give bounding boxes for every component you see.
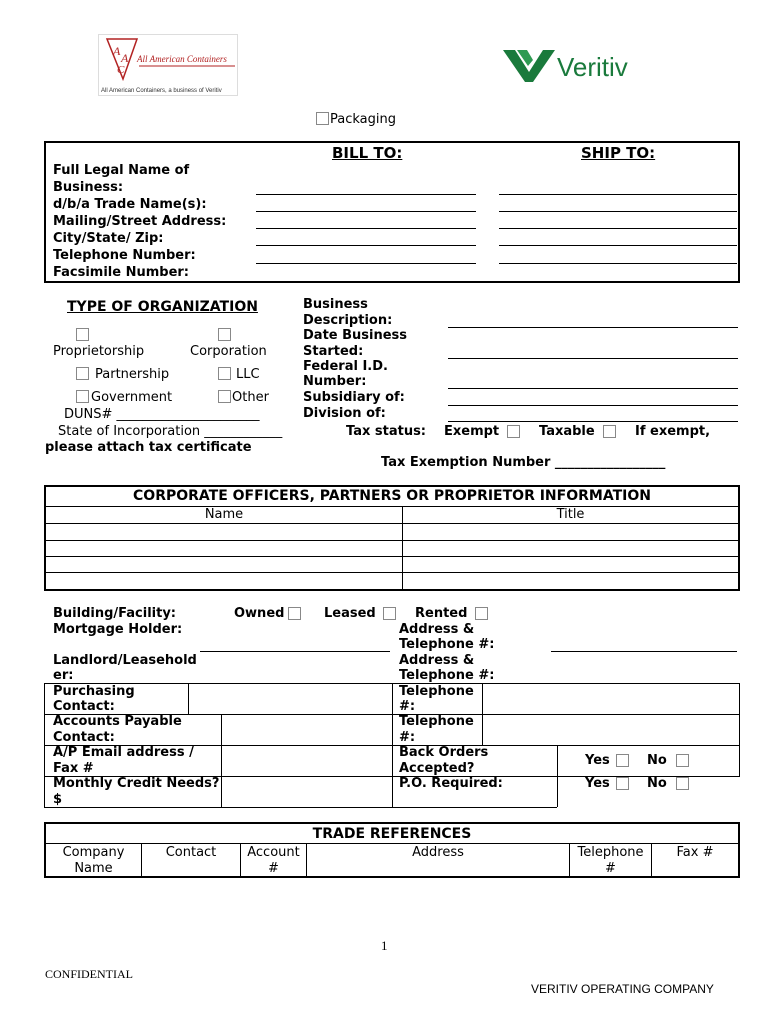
business-label: Business: <box>53 180 124 195</box>
trade-account-header: Account <box>247 845 300 860</box>
back-orders-yes-label: Yes <box>585 753 610 768</box>
contact-grid-line <box>739 683 740 776</box>
corporation-checkbox[interactable] <box>218 328 231 341</box>
bill-to-field[interactable] <box>256 228 476 229</box>
officer-title-cell[interactable] <box>404 524 738 539</box>
mortgage-holder-field[interactable] <box>200 651 390 652</box>
veritiv-chevron-icon <box>503 48 561 82</box>
packaging-label: Packaging <box>330 112 396 127</box>
accounts-payable-field[interactable] <box>223 716 390 744</box>
trade-telephone-header: Telephone <box>577 845 644 860</box>
landlord-label: Landlord/Leasehold <box>53 653 197 668</box>
proprietorship-label: Proprietorship <box>53 344 145 359</box>
officer-name-cell[interactable] <box>46 573 401 589</box>
monthly-credit-label: Monthly Credit Needs? <box>53 776 220 791</box>
exempt-checkbox[interactable] <box>507 425 520 438</box>
contact-grid-line <box>44 683 45 807</box>
federal-id-field[interactable] <box>448 388 738 389</box>
accounts-payable-label: Accounts Payable <box>53 714 182 729</box>
officer-name-cell[interactable] <box>46 557 401 572</box>
owned-label: Owned <box>234 606 285 621</box>
facsimile-label: Facsimile Number: <box>53 265 190 280</box>
svg-text:C: C <box>117 64 125 76</box>
telephone-label: Telephone Number: <box>53 248 196 263</box>
officers-name-header: Name <box>204 507 244 522</box>
po-required-no-checkbox[interactable] <box>676 777 689 790</box>
purchasing-contact-label: Purchasing <box>53 684 135 699</box>
landlord-label-2: er: <box>53 668 74 683</box>
back-orders-yes-checkbox[interactable] <box>616 754 629 767</box>
proprietorship-checkbox[interactable] <box>76 328 89 341</box>
ap-telephone-label-2: #: <box>399 730 416 745</box>
government-label: Government <box>91 390 173 405</box>
mortgage-address-field[interactable] <box>551 651 737 652</box>
contact-grid-line <box>188 683 189 714</box>
officers-column-divider <box>402 506 403 590</box>
ship-to-field[interactable] <box>499 194 737 195</box>
ship-to-field[interactable] <box>499 228 737 229</box>
date-business-label: Date Business <box>303 328 408 343</box>
rented-checkbox[interactable] <box>475 607 488 620</box>
state-incorporation-field[interactable]: State of Incorporation ____________ <box>58 424 283 439</box>
confidential-label: CONFIDENTIAL <box>45 967 133 981</box>
mortgage-holder-label: Mortgage Holder: <box>53 622 183 637</box>
purchasing-telephone-label: Telephone <box>399 684 474 699</box>
dba-label: d/b/a Trade Name(s): <box>53 197 207 212</box>
po-required-no-label: No <box>647 776 667 791</box>
trade-contact-header: Contact <box>165 845 217 860</box>
business-description-field[interactable] <box>448 327 738 328</box>
bill-to-field[interactable] <box>256 211 476 212</box>
purchasing-contact-field[interactable] <box>190 685 390 713</box>
veritiv-logo <box>503 46 653 86</box>
owned-checkbox[interactable] <box>288 607 301 620</box>
llc-label: LLC <box>236 367 260 382</box>
contact-grid-line <box>44 807 557 808</box>
officer-title-cell[interactable] <box>404 573 738 589</box>
leased-checkbox[interactable] <box>383 607 396 620</box>
officer-title-cell[interactable] <box>404 557 738 572</box>
back-orders-no-label: No <box>647 753 667 768</box>
rented-label: Rented <box>415 606 468 621</box>
business-description-label: Business <box>303 297 368 312</box>
bill-to-field[interactable] <box>256 245 476 246</box>
trade-company-header: Company <box>62 845 125 860</box>
monthly-credit-dollar: $ <box>53 792 63 807</box>
company-footer: VERITIV OPERATING COMPANY <box>531 982 714 996</box>
ap-telephone-label: Telephone <box>399 714 474 729</box>
packaging-checkbox[interactable] <box>316 112 329 125</box>
llc-checkbox[interactable] <box>218 367 231 380</box>
back-orders-label-2: Accepted? <box>399 761 475 776</box>
ap-email-label: A/P Email address / <box>53 745 194 760</box>
aac-logo <box>98 34 238 96</box>
mortgage-address-label: Address & <box>399 622 475 637</box>
accounts-payable-label-2: Contact: <box>53 730 115 745</box>
back-orders-no-checkbox[interactable] <box>676 754 689 767</box>
trade-telephone-header-2: # <box>605 861 616 876</box>
contact-grid-line <box>392 683 393 807</box>
contact-grid-line <box>557 745 558 807</box>
mortgage-telephone-label: Telephone #: <box>399 637 495 652</box>
veritiv-logo-text: Veritiv <box>557 52 628 82</box>
trade-company-header-2: Name <box>74 861 113 876</box>
trade-divider <box>45 843 739 844</box>
duns-field[interactable]: DUNS# ______________________ <box>64 407 260 422</box>
date-started-label: Started: <box>303 344 364 359</box>
officers-heading: CORPORATE OFFICERS, PARTNERS OR PROPRIETOR INFORMATION <box>133 488 651 504</box>
aac-logo-tagline: All American Containers, a business of Veritiv <box>101 88 222 94</box>
business-description-label-2: Description: <box>303 313 393 328</box>
corporation-label: Corporation <box>190 344 267 359</box>
partnership-checkbox[interactable] <box>76 367 89 380</box>
landlord-address-label: Address & <box>399 653 475 668</box>
subsidiary-label: Subsidiary of: <box>303 390 405 405</box>
purchasing-telephone-label-2: #: <box>399 699 416 714</box>
bill-to-field[interactable] <box>256 194 476 195</box>
federal-id-label: Federal I.D. <box>303 359 388 374</box>
org-type-heading: TYPE OF ORGANIZATION <box>67 299 258 315</box>
trade-fax-header: Fax # <box>676 845 714 860</box>
leased-label: Leased <box>324 606 376 621</box>
tax-exemption-number-field[interactable]: Tax Exemption Number _________________ <box>381 455 666 470</box>
ship-to-field[interactable] <box>499 245 737 246</box>
svg-text:A: A <box>121 51 129 65</box>
contact-grid-line <box>482 683 483 745</box>
other-checkbox[interactable] <box>218 390 231 403</box>
ap-telephone-field[interactable] <box>484 716 738 744</box>
po-required-yes-checkbox[interactable] <box>616 777 629 790</box>
if-exempt-label: If exempt, <box>635 424 711 439</box>
bill-to-field[interactable] <box>256 263 476 264</box>
ship-to-field[interactable] <box>499 263 737 264</box>
partnership-label: Partnership <box>95 367 170 382</box>
exempt-label: Exempt <box>444 424 500 439</box>
aac-logo-name: All American Containers <box>137 54 227 64</box>
division-field[interactable] <box>448 421 738 422</box>
full-legal-name-label: Full Legal Name of <box>53 163 190 178</box>
trade-references-heading: TRADE REFERENCES <box>312 826 472 842</box>
officers-title-header: Title <box>556 507 585 522</box>
contact-grid-line <box>221 714 222 807</box>
taxable-checkbox[interactable] <box>603 425 616 438</box>
ap-email-field[interactable] <box>223 747 390 775</box>
officer-name-cell[interactable] <box>46 524 401 539</box>
date-started-field[interactable] <box>448 358 738 359</box>
po-required-label: P.O. Required: <box>399 776 503 791</box>
city-state-zip-label: City/State/ Zip: <box>53 231 164 246</box>
page-number: 1 <box>381 938 388 953</box>
subsidiary-field[interactable] <box>448 405 738 406</box>
mailing-address-label: Mailing/Street Address: <box>53 214 227 229</box>
svg-text:A: A <box>113 44 121 58</box>
officer-name-cell[interactable] <box>46 541 401 556</box>
building-facility-label: Building/Facility: <box>53 606 176 621</box>
po-required-yes-label: Yes <box>585 776 610 791</box>
back-orders-label: Back Orders <box>399 745 489 760</box>
taxable-label: Taxable <box>539 424 595 439</box>
landlord-telephone-label: Telephone #: <box>399 668 495 683</box>
purchasing-telephone-field[interactable] <box>484 685 738 713</box>
officer-title-cell[interactable] <box>404 541 738 556</box>
other-label: Other <box>232 390 269 405</box>
government-checkbox[interactable] <box>76 390 89 403</box>
monthly-credit-field[interactable] <box>223 778 390 806</box>
federal-id-number-label: Number: <box>303 374 367 389</box>
division-label: Division of: <box>303 406 386 421</box>
attach-certificate-note: please attach tax certificate <box>45 440 252 455</box>
ap-fax-label: Fax # <box>53 761 94 776</box>
ship-to-field[interactable] <box>499 211 737 212</box>
tax-status-label: Tax status: <box>346 424 427 439</box>
trade-account-header-2: # <box>268 861 279 876</box>
purchasing-contact-label-2: Contact: <box>53 699 115 714</box>
ship-to-heading: SHIP TO: <box>581 144 656 162</box>
trade-address-header: Address <box>412 845 464 860</box>
bill-to-heading: BILL TO: <box>332 144 403 162</box>
